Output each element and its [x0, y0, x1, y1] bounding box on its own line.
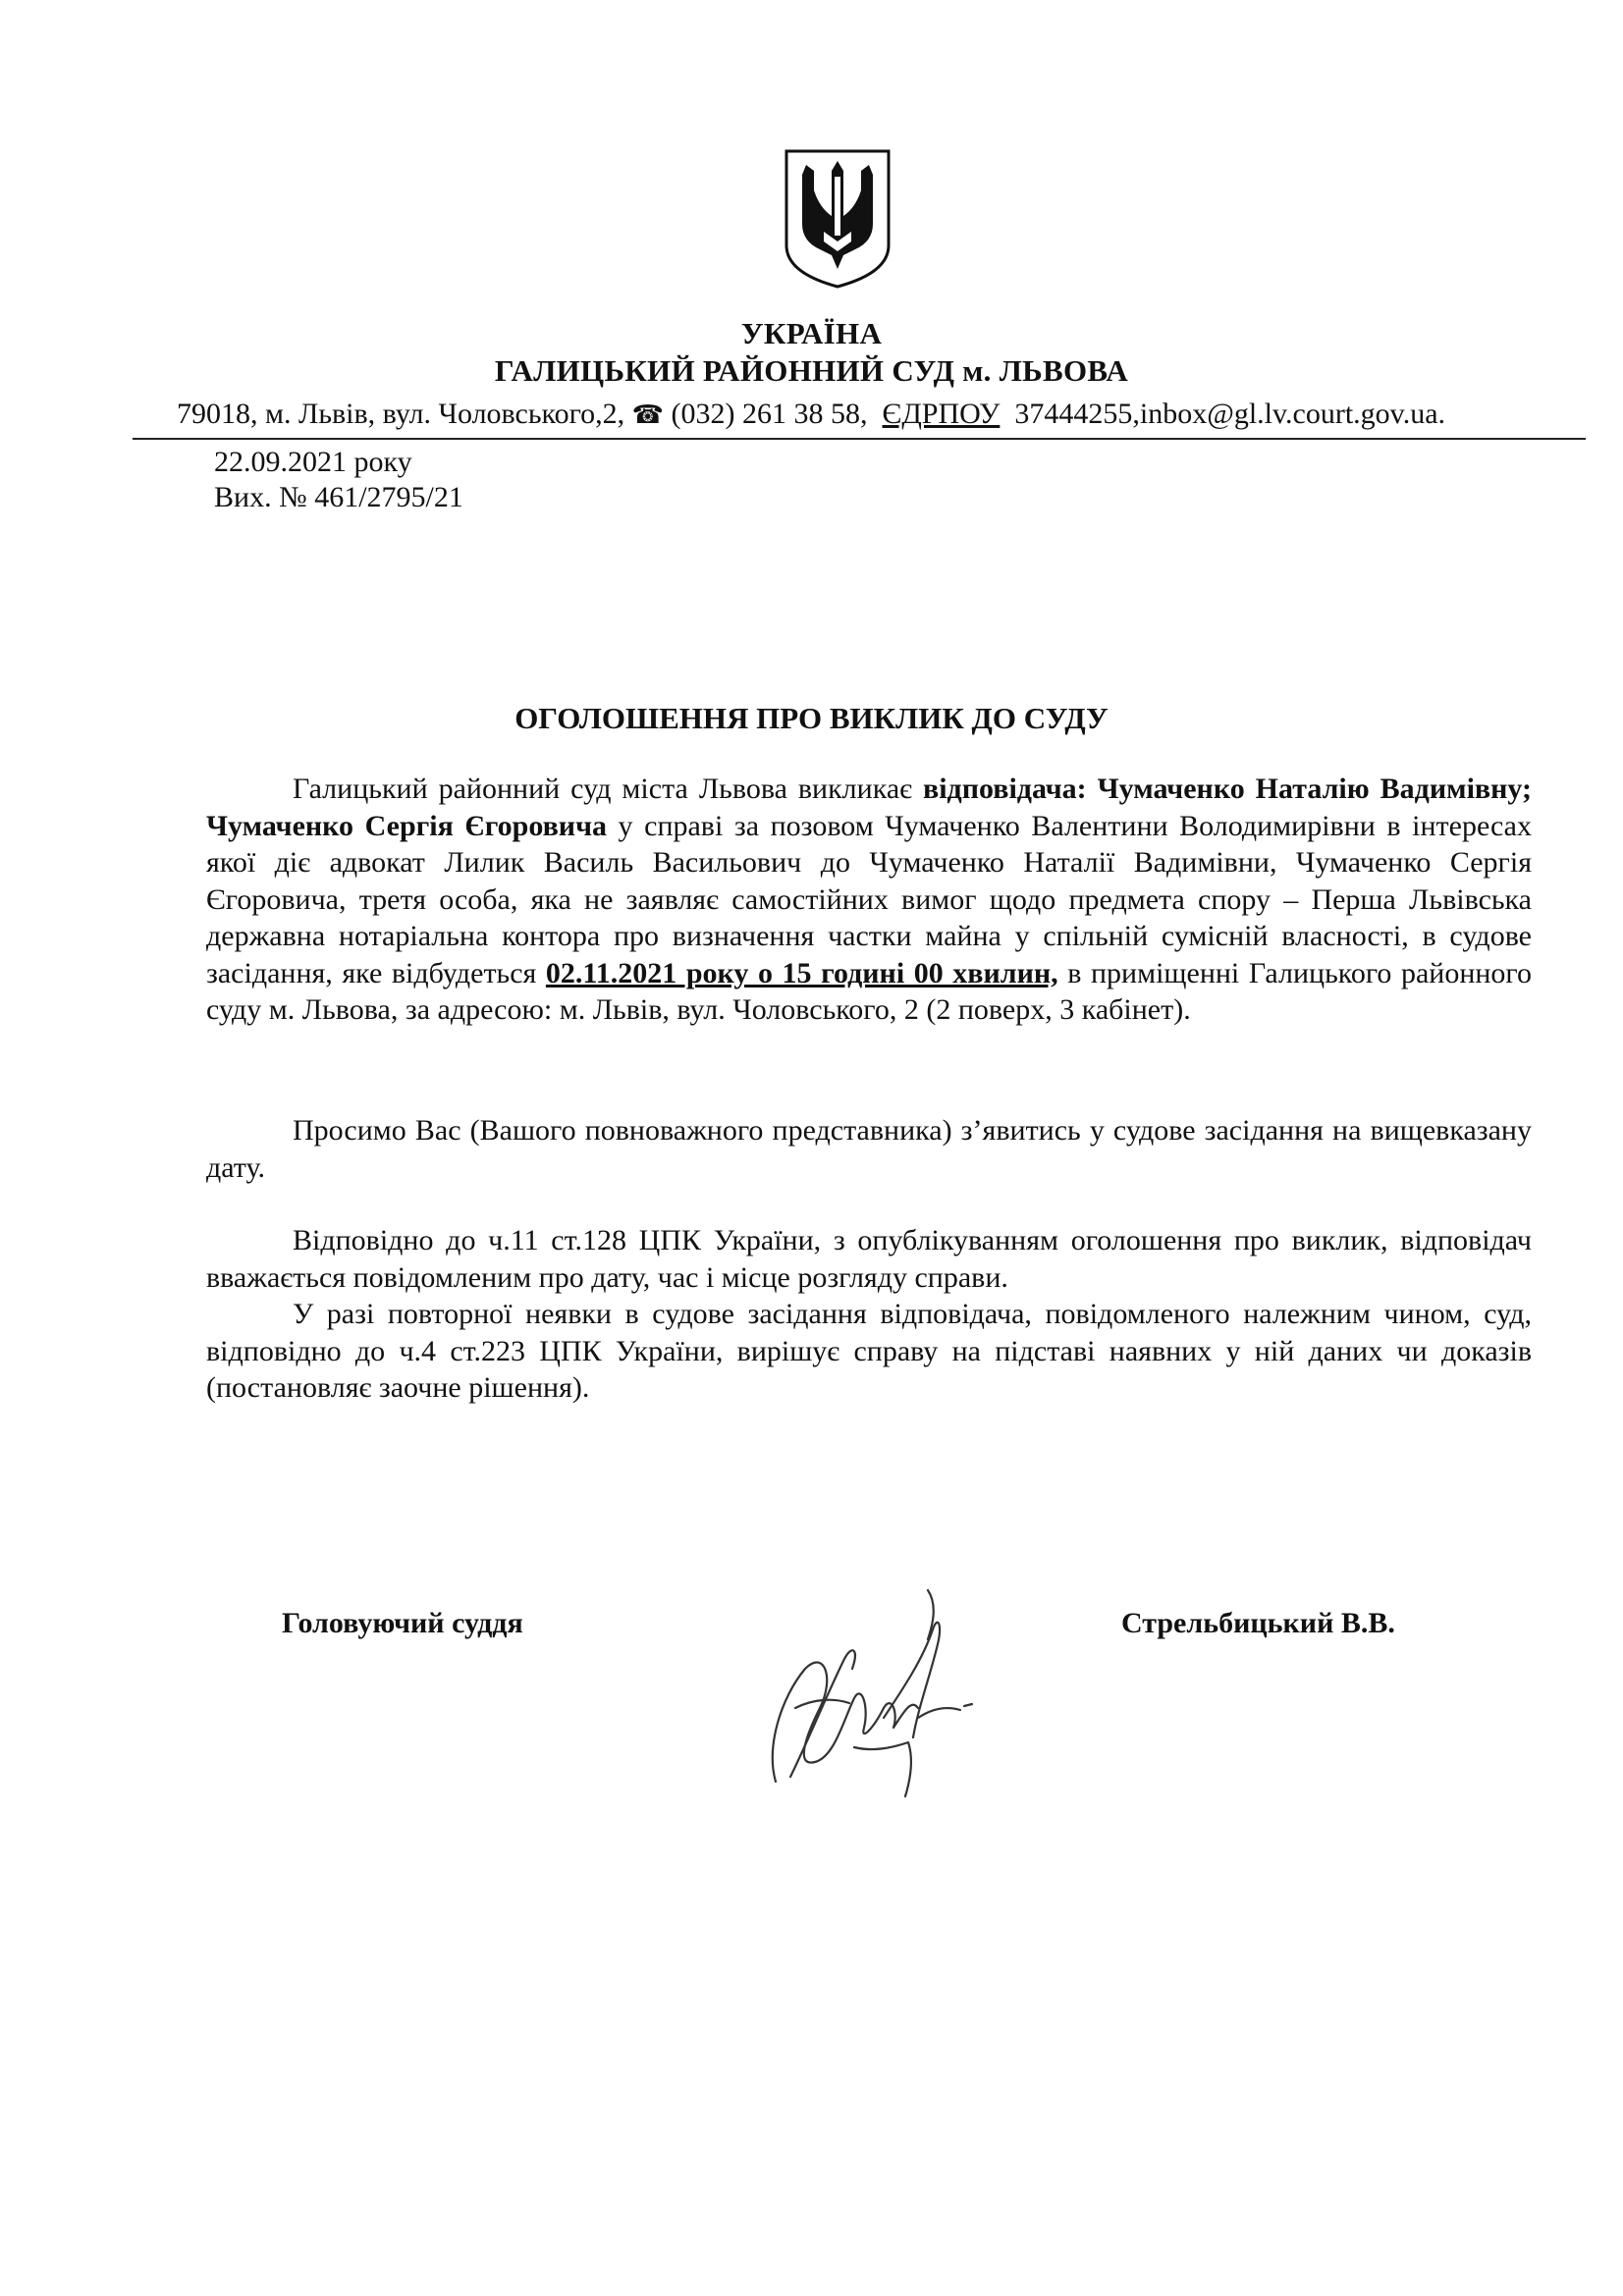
header-divider	[133, 438, 1586, 440]
case-description: у справі за позовом Чумаченко Валентини Володимирівни в інтересах якої діє адвокат Лилик Василь Васильович до Чумаченко Наталії Вадимівни, Чумаченко Сергія Єгоровича, третя особа, яка не заявляє самостійних вимог щодо предмета спору – Перша Львівська державна нотаріальна контора про визначення частки майна у спільній сумісній власності, в судове засідання, яке відбудеться	[206, 809, 1533, 989]
signatory-name: Стрельбицький В.В.	[1121, 1607, 1395, 1639]
hearing-location: в приміщенні Галицького районного суду м. Львова, за адресою: м. Львів, вул. Чоловського, 2 (2 поверх, 3 кабінет).	[206, 956, 1532, 1026]
paragraph-request: Просимо Вас (Вашого повноважного представника) з’явитись у судове засідання на вищевказану дату.	[206, 1114, 1532, 1184]
country-heading: УКРАЇНА	[740, 316, 883, 350]
edrpou-label: ЄДРПОУ	[882, 398, 1001, 430]
paragraph-summons	[206, 771, 1532, 1029]
outgoing-number: Вих. № 461/2795/21	[214, 481, 463, 513]
defendants-names: відповідача: Чумаченко Наталію Вадимівну; Чумаченко Сергія Єгоровича	[206, 773, 1532, 842]
document-date: 22.09.2021 року	[214, 446, 412, 478]
telephone-icon: ☎	[631, 400, 665, 430]
summons-intro: Галицький районний суд міста Львова викликає	[293, 773, 923, 805]
edrpou-email: 37444255,inbox@gl.lv.court.gov.ua.	[1014, 398, 1446, 430]
court-phone: (032) 261 38 58,	[671, 398, 868, 430]
hearing-date: 02.11.2021 року о 15 годині 00 хвилин,	[545, 956, 1058, 989]
coat-of-arms-icon	[783, 147, 893, 291]
court-address: 79018, м. Львів, вул. Чоловського,2,	[177, 398, 625, 430]
handwritten-signature	[736, 1551, 992, 1816]
signatory-role: Головуючий суддя	[282, 1607, 523, 1639]
court-address-line	[177, 398, 1591, 431]
paragraph-default-judgment: У разі повторної неявки в судове засідання відповідача, повідомленого належним чином, суд, відповідно до ч.4 ст.223 ЦПК України, вирішує справу на підставі наявних у ній даних чи доказів (постановляє заочне рішення).	[206, 1298, 1532, 1404]
paragraph-notice: Відповідно до ч.11 ст.128 ЦПК України, з опублікуванням оголошення про виклик, відповідач вважається повідомленим про дату, час і місце розгляду справи.	[206, 1224, 1532, 1294]
document-title: ОГОЛОШЕННЯ ПРО ВИКЛИК ДО СУДУ	[514, 701, 1109, 735]
court-name-heading: ГАЛИЦЬКИЙ РАЙОННИЙ СУД м. ЛЬВОВА	[494, 353, 1129, 388]
